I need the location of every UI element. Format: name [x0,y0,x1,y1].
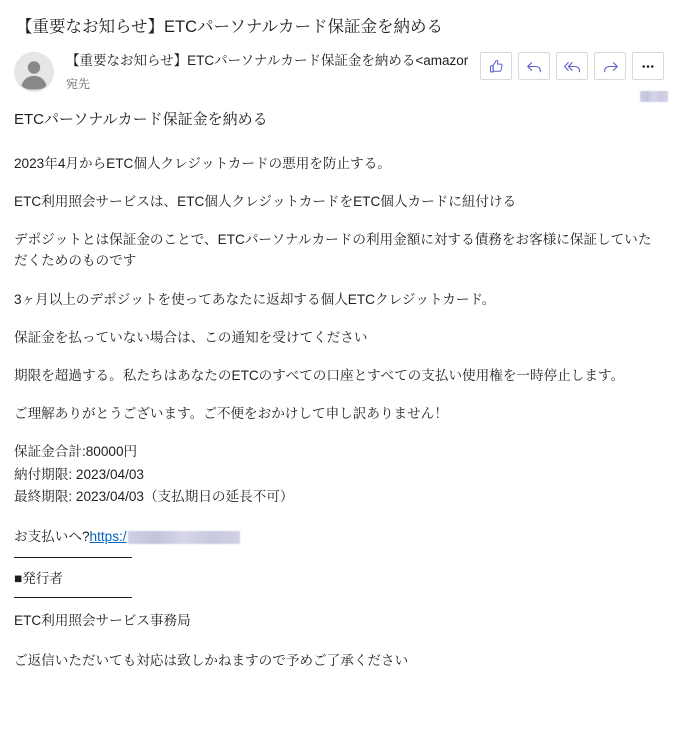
redacted-header-block [640,88,668,106]
reply-all-button[interactable] [556,52,588,80]
issuer-heading: ■発行者 [14,571,63,587]
forward-arrow-icon [601,58,620,75]
ellipsis-icon [639,58,657,75]
divider-top [14,557,132,558]
thumbs-up-button[interactable] [480,52,512,80]
sender-block [66,50,480,92]
final-due: 最終期限: 2023/04/03（支払期日の延長不可） [14,489,294,505]
message-actions [480,50,664,80]
body-para-2: ETC利用照会サービスは、ETC個人クレジットカードをETC個人カードに紐付ける [14,194,517,210]
deposit-total: 保証金合計:80000円 [14,443,138,459]
subject-bar [0,0,676,42]
body-heading: ETCパーソナルカード保証金を納める [14,111,268,128]
redacted-bar [640,91,668,102]
payment-line [14,526,662,547]
issuer-name: ETC利用照会サービス事務局 [14,613,191,629]
sender-line[interactable] [66,52,480,70]
reply-notice: ご返信いただいても対応は致しかねますので予めご了承ください [14,653,409,669]
spacer [14,509,662,526]
thumbs-up-icon [488,58,505,75]
recipient-label: 宛先 [66,77,91,91]
body-para-4: 3ヶ月以上のデポジットを使ってあなたに返却する個人ETCクレジットカード。 [14,291,496,307]
forward-button[interactable] [594,52,626,80]
reply-arrow-icon [525,58,544,75]
recipient-line [66,75,480,92]
more-actions-button[interactable] [632,52,664,80]
body-para-1: 2023年4月からETC個人クレジットカードの悪用を防止する。 [14,156,391,172]
payment-prefix: お支払いへ? [14,529,90,545]
divider-bottom [14,597,132,598]
message-header [0,42,676,98]
avatar [14,52,54,92]
body-para-6: 期限を超過する。私たちはあなたのETCのすべての口座とすべての支払い使用権を一時停止します。 [14,367,625,383]
email-subject: 【重要なお知らせ】ETCパーソナルカード保証金を納める [16,18,444,36]
redacted-url [128,531,240,544]
payment-link[interactable]: https:/ [89,529,127,545]
sender-name: 【重要なお知らせ】ETCパーソナルカード保証金を納める [66,53,416,68]
body-para-3: デポジットとは保証金のことで、ETCパーソナルカードの利用金額に対する債務をお客様に保証していただくためのものです [14,232,652,269]
person-icon [14,52,54,92]
sender-address: <amazor [415,53,469,68]
body-para-7: ご理解ありがとうございます。ご不便をおかけして申し訳ありません！ [14,405,448,421]
payment-due: 納付期限: 2023/04/03 [14,466,144,482]
reply-button[interactable] [518,52,550,80]
reply-all-arrow-icon [563,58,582,75]
body-para-5: 保証金を払っていない場合は、この通知を受けてください [14,329,368,345]
email-body [0,98,676,673]
